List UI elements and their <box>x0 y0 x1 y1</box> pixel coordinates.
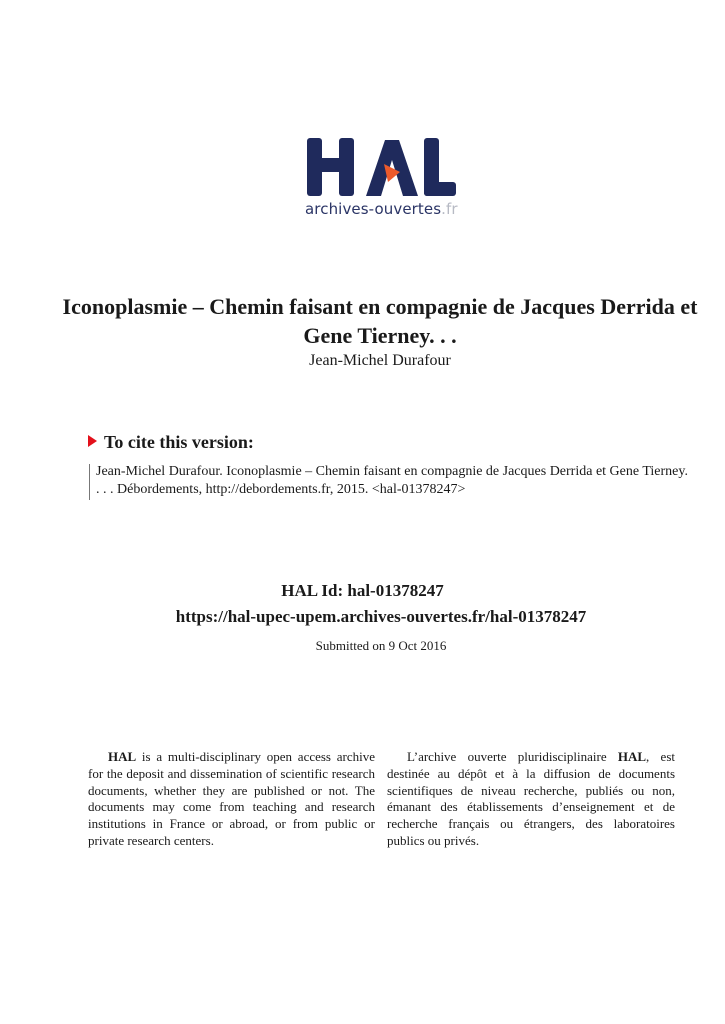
description-fr-text: , est destinée au dépôt et à la diffusion de documents scientifiques de niveau recherche, publiés ou non, émanant des établissements d’enseignement et de recherche français ou étrangers, des laboratoires publics ou privés. <box>387 749 675 848</box>
cite-heading <box>88 432 254 453</box>
cite-divider <box>89 464 90 500</box>
description-fr-pre: L’archive ouverte pluridisciplinaire <box>407 749 618 764</box>
description-french <box>387 749 675 850</box>
description-english <box>88 749 375 850</box>
description-en-text: is a multi-disciplinary open access archive for the deposit and dissemination of scientific research documents, whether they are published or not. The documents may come from teaching and research institutions in France or abroad, or from public or private research centers. <box>88 749 375 848</box>
triangle-bullet-icon <box>88 435 97 447</box>
document-author: Jean-Michel Durafour <box>309 352 451 369</box>
hal-bold-fr: HAL <box>617 749 647 764</box>
cite-text: Jean-Michel Durafour. Iconoplasmie – Chemin faisant en compagnie de Jacques Derrida et Gene Tierney. . . . Débordements, http://debordements.fr, 2015. <hal-01378247> <box>96 464 688 497</box>
hal-logo-mark <box>300 132 460 202</box>
hal-bold-en: HAL <box>108 749 137 764</box>
logo-tagline-main: archives-ouvertes <box>305 200 442 218</box>
logo-tagline-tld: .fr <box>441 200 458 218</box>
hal-url-link[interactable]: https://hal-upec-upem.archives-ouvertes.fr/hal-01378247 <box>175 607 587 626</box>
submission-date: Submitted on 9 Oct 2016 <box>315 638 447 653</box>
document-title: Iconoplasmie – Chemin faisant en compagnie de Jacques Derrida et Gene Tierney. . . <box>62 294 698 348</box>
logo-tagline <box>305 200 458 218</box>
cite-heading-label: To cite this version: <box>104 432 254 452</box>
hal-id: HAL Id: hal-01378247 <box>281 581 444 600</box>
